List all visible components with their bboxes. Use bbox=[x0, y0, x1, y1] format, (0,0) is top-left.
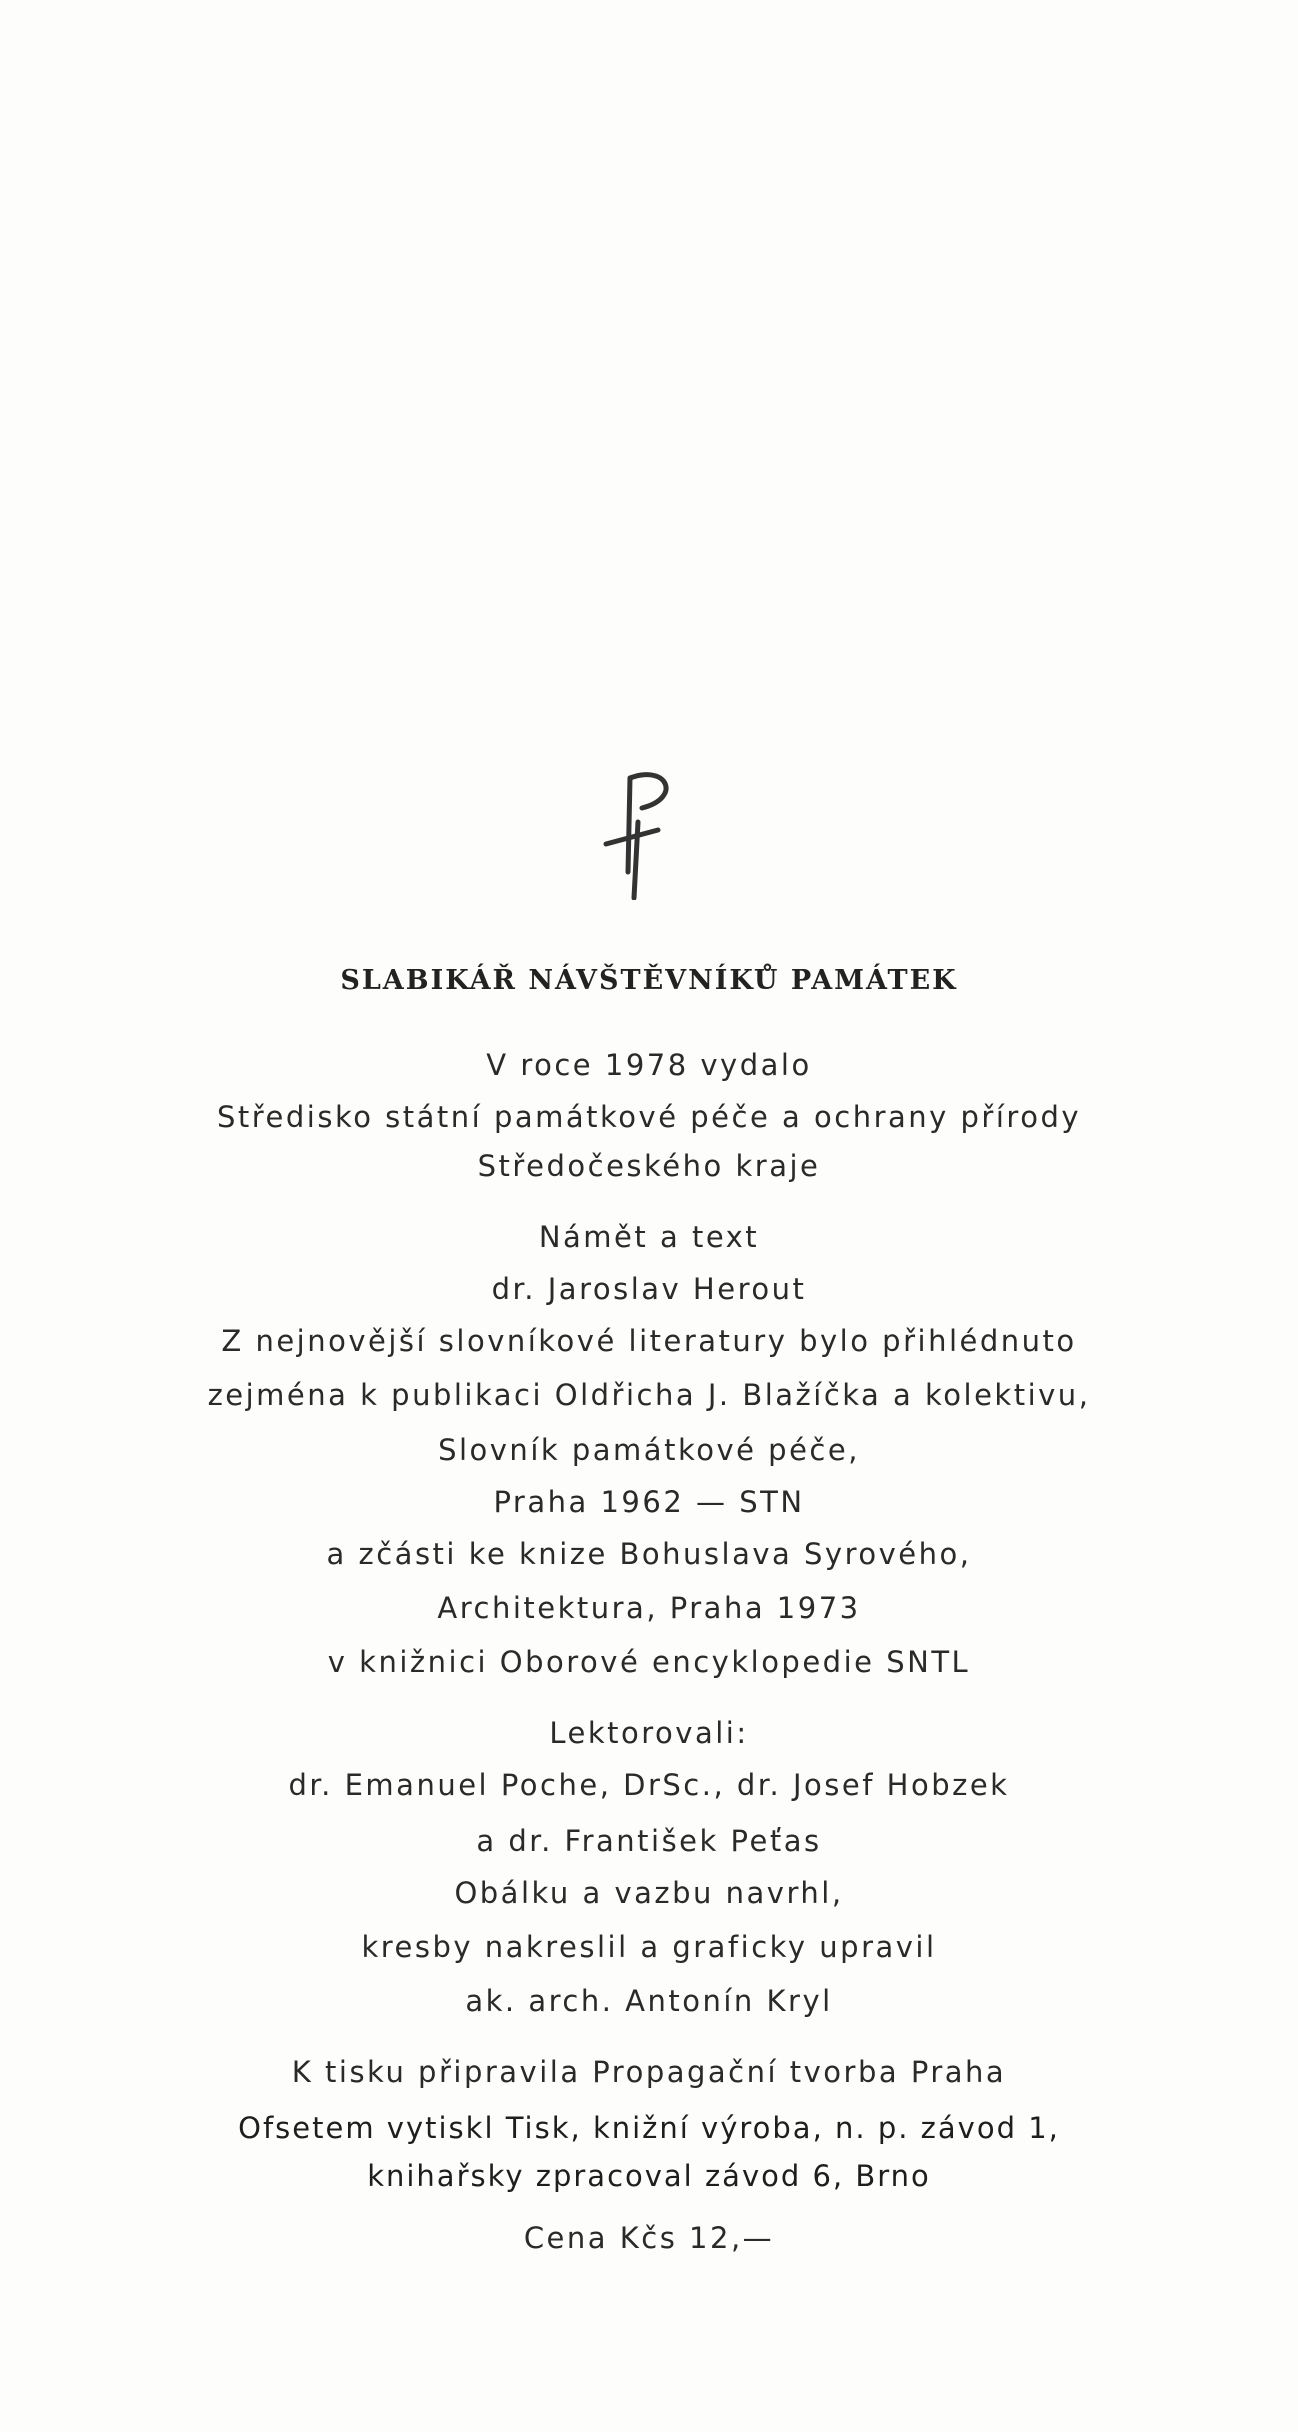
source-line: v knižnici Oborové encyklopedie SNTL bbox=[327, 1645, 971, 1679]
source-line: zejména k publikaci Oldřicha J. Blažíčka a kolektivu, bbox=[207, 1378, 1091, 1412]
source-line: Architektura, Praha 1973 bbox=[437, 1591, 861, 1625]
reviewer-line: dr. Emanuel Poche, DrSc., dr. Josef Hobzek bbox=[288, 1768, 1010, 1802]
design-line: kresby nakreslil a graficky upravil bbox=[361, 1930, 937, 1964]
source-line: a zčásti ke knize Bohuslava Syrového, bbox=[326, 1537, 972, 1571]
author-line: dr. Jaroslav Herout bbox=[491, 1272, 807, 1306]
design-line: ak. arch. Antonín Kryl bbox=[465, 1984, 833, 2018]
print-line: knihařsky zpracoval závod 6, Brno bbox=[367, 2159, 931, 2193]
source-line: Z nejnovější slovníkové literatury bylo přihlédnuto bbox=[221, 1324, 1077, 1358]
price-line: Cena Kčs 12,— bbox=[523, 2221, 775, 2255]
reviewer-line: a dr. František Peťas bbox=[476, 1824, 822, 1858]
design-line: Obálku a vazbu navrhl, bbox=[454, 1876, 844, 1910]
print-line: K tisku připravila Propagační tvorba Praha bbox=[291, 2055, 1007, 2089]
handwritten-p-mark-icon bbox=[598, 770, 688, 900]
publisher-line: Středočeského kraje bbox=[477, 1149, 821, 1183]
author-line: Námět a text bbox=[538, 1220, 760, 1254]
book-title: SLABIKÁŘ NÁVŠTĚVNÍKŮ PAMÁTEK bbox=[340, 965, 958, 996]
publisher-line: V roce 1978 vydalo bbox=[486, 1048, 812, 1082]
reviewer-line: Lektorovali: bbox=[549, 1716, 749, 1750]
source-line: Slovník památkové péče, bbox=[438, 1433, 860, 1467]
source-line: Praha 1962 — STN bbox=[493, 1485, 805, 1519]
publisher-line: Středisko státní památkové péče a ochrany přírody bbox=[216, 1100, 1082, 1134]
print-line: Ofsetem vytiskl Tisk, knižní výroba, n. p. závod 1, bbox=[238, 2111, 1060, 2145]
